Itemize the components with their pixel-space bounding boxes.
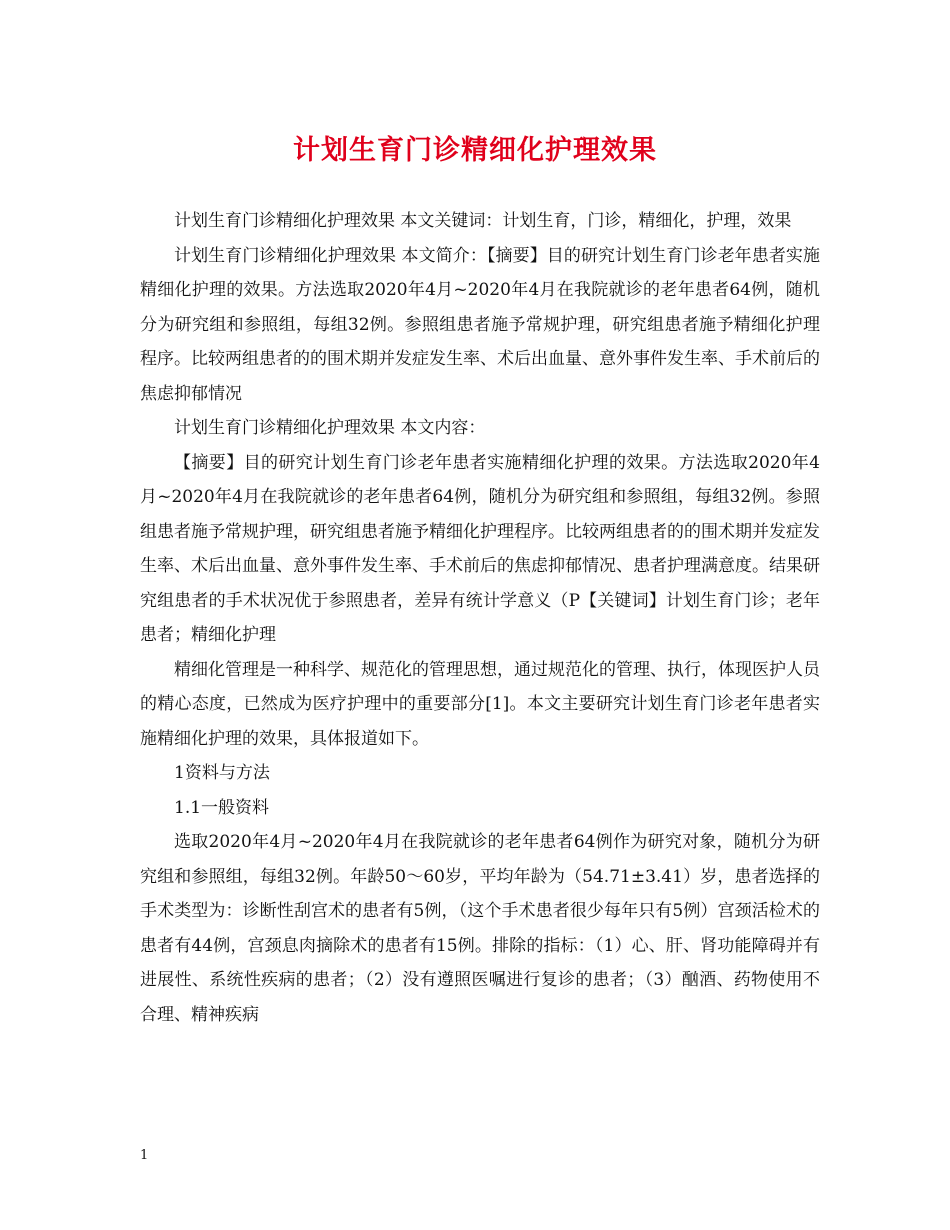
general-data-paragraph: 选取2020年4月~2020年4月在我院就诊的老年患者64例作为研究对象，随机分为研究组和参照组，每组32例。年龄50～60岁，平均年龄为（54.71±3.41）岁，患者选择的手术类型为：诊断性刮宫术的患者有5例，（这个手术患者很少每年只有5例）宫颈活检术的患者有44例，宫颈息肉摘除术的患者有15例。排除的指标：（1）心、肝、肾功能障碍并有进展性、系统性疾病的患者；（2）没有遵照医嘱进行复诊的患者；（3）酗酒、药物使用不合理、精神疾病 [140, 832, 820, 1025]
subsection-heading: 1.1一般资料 [174, 797, 270, 818]
page-number: 1 [140, 1148, 149, 1163]
summary-paragraph: 计划生育门诊精细化护理效果 本文简介：【摘要】目的研究计划生育门诊老年患者实施精细化护理的效果。方法选取2020年4月~2020年4月在我院就诊的老年患者64例，随机分为研究组和参照组，每组32例。参照组患者施予常规护理，研究组患者施予精细化护理程序。比较两组患者的的围术期并发症发生率、术后出血量、意外事件发生率、手术前后的焦虑抑郁情况 [140, 245, 820, 404]
section-heading: 1资料与方法 [174, 763, 270, 783]
abstract-paragraph: 【摘要】目的研究计划生育门诊老年患者实施精细化护理的效果。方法选取2020年4月~2020年4月在我院就诊的老年患者64例，随机分为研究组和参照组，每组32例。参照组患者施予常规护理，研究组患者施予精细化护理程序。比较两组患者的的围术期并发症发生率、术后出血量、意外事件发生率、手术前后的焦虑抑郁情况、患者护理满意度。结果研究组患者的手术状况优于参照患者，差异有统计学意义（P【关键词】计划生育门诊；老年患者；精细化护理 [140, 452, 820, 645]
content-label-paragraph: 计划生育门诊精细化护理效果 本文内容： [174, 418, 486, 438]
document-body [140, 204, 820, 1032]
document-title: 计划生育门诊精细化护理效果 [293, 135, 657, 166]
keywords-paragraph: 计划生育门诊精细化护理效果 本文关键词：计划生育，门诊，精细化，护理，效果 [174, 211, 792, 231]
intro-paragraph: 精细化管理是一种科学、规范化的管理思想，通过规范化的管理、执行，体现医护人员的精心态度，已然成为医疗护理中的重要部分[1]。本文主要研究计划生育门诊老年患者实施精细化护理的效果，具体报道如下。 [140, 659, 820, 749]
